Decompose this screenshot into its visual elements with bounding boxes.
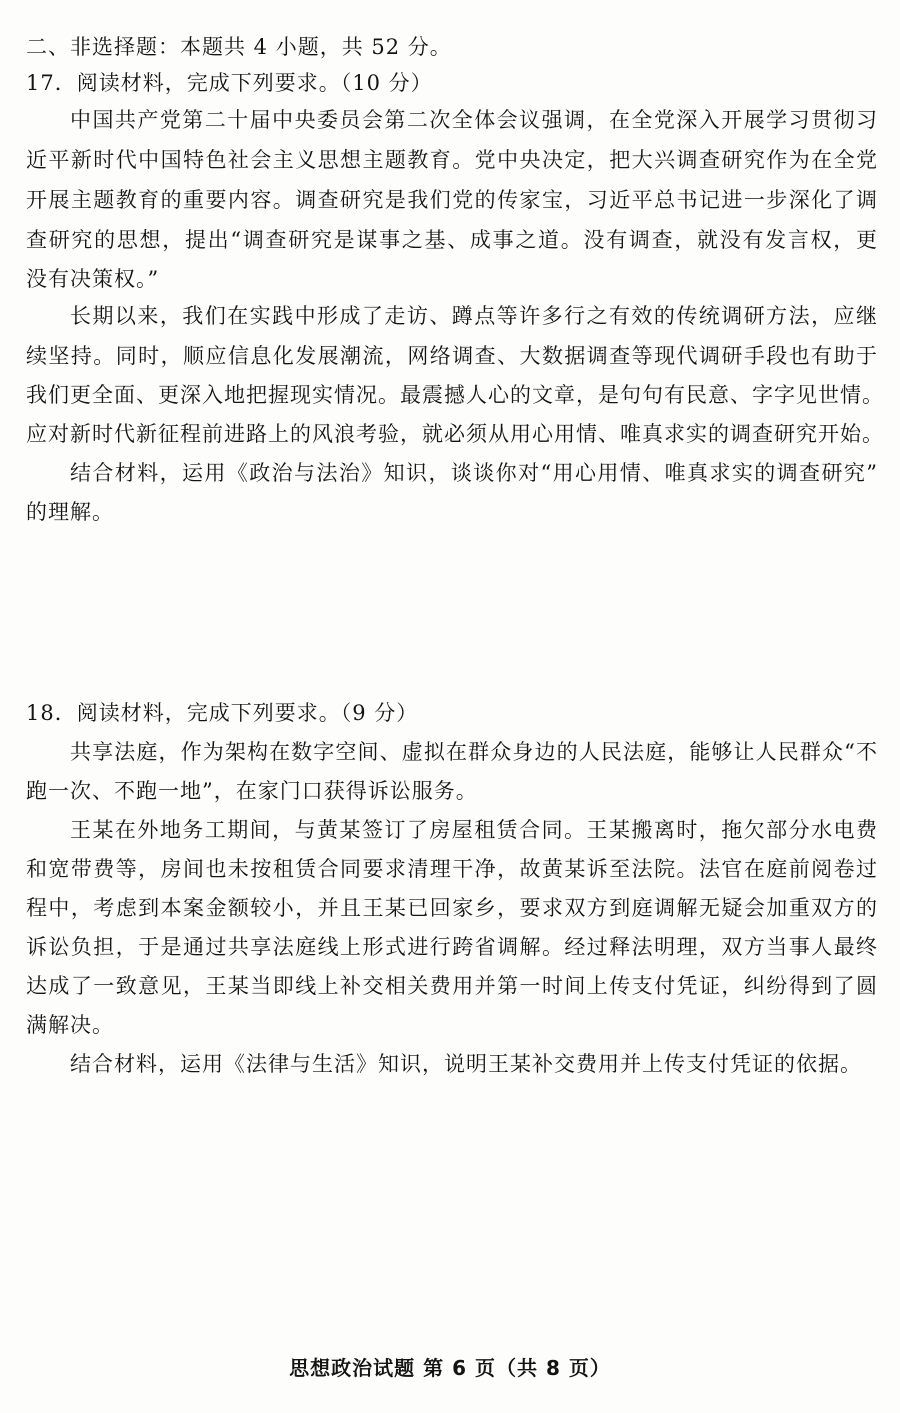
q17-p3-line: 的理解。 <box>26 500 114 524</box>
q18-p2-line: 和宽带费等，房间也未按租赁合同要求清理干净，故黄某诉至法院。法官在庭前阅卷过 <box>26 857 878 881</box>
q17-p1-line: 中国共产党第二十届中央委员会第二次全体会议强调，在全党深入开展学习贯彻习 <box>70 108 878 132</box>
q18-p3-line: 结合材料，运用《法律与生活》知识，说明王某补交费用并上传支付凭证的依据。 <box>70 1052 862 1076</box>
q18-p1-line: 共享法庭，作为架构在数字空间、虚拟在群众身边的人民法庭，能够让人民群众“不 <box>70 740 878 764</box>
q18-p2-line: 达成了一致意见，王某当即线上补交相关费用并第一时间上传支付凭证，纠纷得到了圆 <box>26 974 878 998</box>
q18-p2-line: 程中，考虑到本案金额较小，并且王某已回家乡，要求双方到庭调解无疑会加重双方的 <box>26 896 878 920</box>
q17-p1-line: 查研究的思想，提出“调查研究是谋事之基、成事之道。没有调查，就没有发言权，更 <box>26 228 878 252</box>
q17-heading: 17．阅读材料，完成下列要求。（10 分） <box>26 71 433 95</box>
q17-p2-line: 长期以来，我们在实践中形成了走访、蹲点等许多行之有效的传统调研方法，应继 <box>70 304 878 328</box>
q17-p2-line: 续坚持。同时，顺应信息化发展潮流，网络调查、大数据调查等现代调研手段也有助于 <box>26 344 878 368</box>
page-footer: 思想政治试题 第 6 页（共 8 页） <box>289 1356 611 1380</box>
q17-p2-line: 我们更全面、更深入地把握现实情况。最震撼人心的文章，是句句有民意、字字见世情。 <box>26 383 884 407</box>
q18-p2-line: 诉讼负担，于是通过共享法庭线上形式进行跨省调解。经过释法明理，双方当事人最终 <box>26 935 878 959</box>
q18-p2-line: 满解决。 <box>26 1013 114 1037</box>
q17-p1-line: 没有决策权。” <box>26 267 160 291</box>
q18-p1-line: 跑一次、不跑一地”，在家门口获得诉讼服务。 <box>26 779 478 803</box>
q17-p3-line: 结合材料，运用《政治与法治》知识，谈谈你对“用心用情、唯真求实的调查研究” <box>70 461 878 485</box>
q18-p2-line: 王某在外地务工期间，与黄某签订了房屋租赁合同。王某搬离时，拖欠部分水电费 <box>70 818 878 842</box>
q17-p2-line: 应对新时代新征程前进路上的风浪考验，就必须从用心用情、唯真求实的调查研究开始。 <box>26 422 884 446</box>
q18-heading: 18．阅读材料，完成下列要求。（9 分） <box>26 701 419 725</box>
q17-p1-line: 开展主题教育的重要内容。调查研究是我们党的传家宝，习近平总书记进一步深化了调 <box>26 188 878 212</box>
section-heading: 二、非选择题：本题共 4 小题，共 52 分。 <box>26 35 452 59</box>
q17-p1-line: 近平新时代中国特色社会主义思想主题教育。党中央决定，把大兴调查研究作为在全党 <box>26 148 878 172</box>
